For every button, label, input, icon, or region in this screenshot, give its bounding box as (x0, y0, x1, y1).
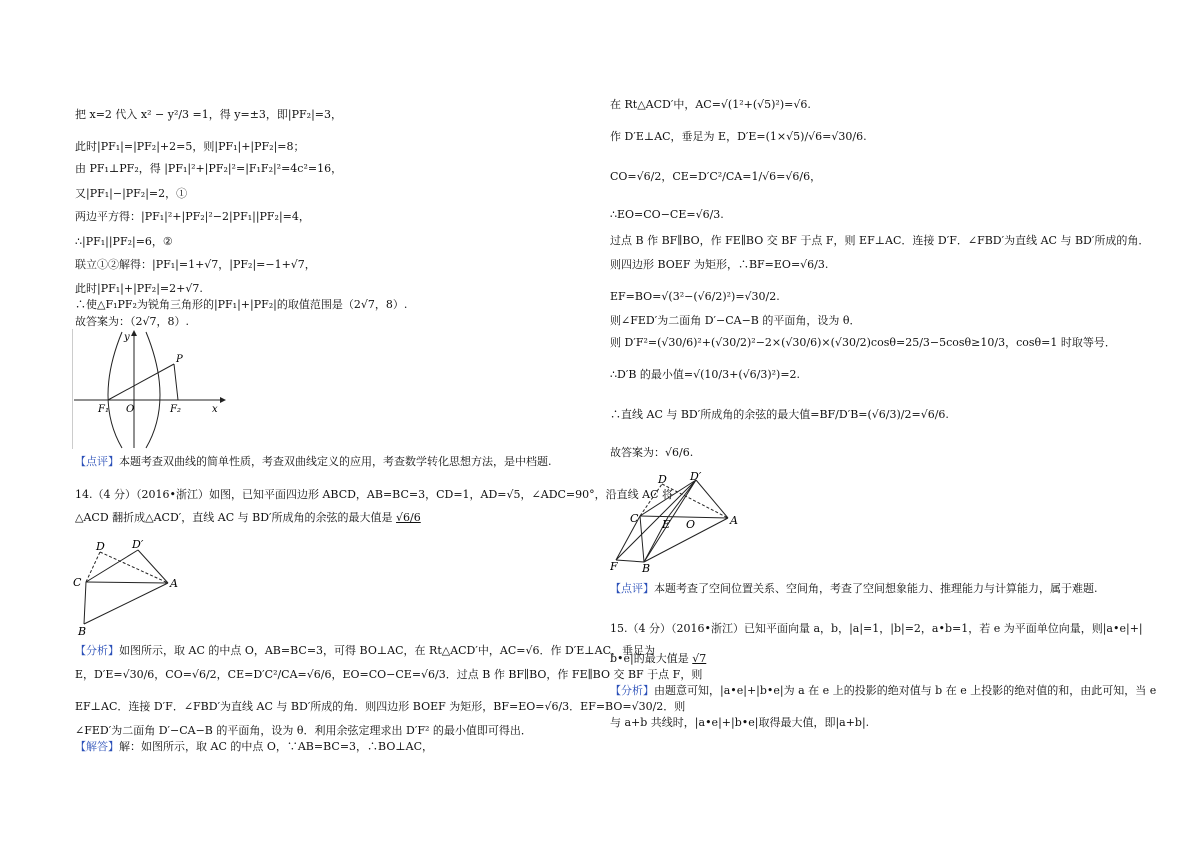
fenxi2-line-2: 与 a+b 共线时，|a•e|+|b•e|取得最大值，即|a+b|. (610, 716, 870, 729)
label-x: x (212, 404, 218, 415)
hyperbola-figure (72, 328, 232, 450)
dianping-text: 本题考查了空间位置关系、空间角，考查了空间想象能力、推理能力与计算能力，属于难题. (654, 582, 1098, 595)
label-D: D (96, 540, 105, 553)
line-range: ∴使△F₁PF₂为锐角三角形的|PF₁|+|PF₂|的取值范围是（2√7，8）. (75, 298, 408, 311)
r-line-bf: 过点 B 作 BF∥BO，作 FE∥BO 交 BF 于点 F，则 EF⊥AC．连接 D′F．∠FBD′为直线 AC 与 BD′所成的角． (610, 234, 1150, 247)
fenxi-text-1: 如图所示，取 AC 的中点 O，AB=BC=3，可得 BO⊥AC，在 Rt△ACD′中，AC=√6．作 D′E⊥AC，垂足为 (119, 644, 656, 657)
label-B: B (642, 562, 651, 575)
q14-answer: √6/6 (396, 511, 421, 524)
r-line-dbmin: ∴D′B 的最小值=√(10/3+(√6/3)²)=2. (610, 368, 801, 381)
label-F1: F₁ (98, 404, 109, 415)
line-result: 此时|PF₁|+|PF₂|=2+√7. (75, 282, 203, 295)
label-E: E (662, 518, 671, 531)
line-solve: 联立①②解得：|PF₁|=1+√7，|PF₂|=−1+√7， (75, 258, 316, 271)
line-perp: 由 PF₁⊥PF₂，得 |PF₁|²+|PF₂|²=|F₁F₂|²=4c²=16， (75, 162, 343, 175)
label-Dp: D′ (132, 538, 144, 551)
fenxi-line-4: ∠FED′为二面角 D′−CA−B 的平面角，设为 θ．利用余弦定理求出 D′F² 的最小值即可得出． (75, 724, 532, 737)
r-line-cosmax: ∴直线 AC 与 BD′所成角的余弦的最大值=BF/D′B=(√6/3)/2=√6/6. (610, 408, 949, 421)
fenxi-line-2: E，D′E=√30/6，CO=√6/2，CE=D′C²/CA=√6/6，EO=CO−CE=√6/3．过点 B 作 BF∥BO，作 FE∥BO 交 BF 于点 F，则 (75, 668, 703, 681)
fenxi2-text-1: 由题意可知，|a•e|+|b•e|为 a 在 e 上的投影的绝对值与 b 在 e 上投影的绝对值的和，由此可知，当 e (654, 684, 1157, 697)
label-C: C (630, 512, 639, 525)
line-substitute: 把 x=2 代入 x² − y²/3 =1，得 y=±3，即|PF₂|=3， (75, 108, 342, 121)
r-line-theta: 则∠FED′为二面角 D′−CA−B 的平面角，设为 θ． (610, 314, 861, 327)
dianping-1 (75, 455, 552, 468)
q15-text: b•e|的最大值是 (610, 652, 689, 665)
label-F2: F₂ (170, 404, 181, 415)
jieda-line (75, 740, 433, 753)
fenxi2-line-1 (610, 684, 1156, 697)
r-line-ef: EF=BO=√(3²−(√6/2)²)=√30/2. (610, 290, 780, 303)
line-diff: 又|PF₁|−|PF₂|=2，① (75, 187, 188, 200)
r-line-rect: 则四边形 BOEF 为矩形，∴BF=EO=√6/3. (610, 258, 829, 271)
fenxi-tag: 【分析】 (75, 644, 119, 657)
r-line-eo: ∴EO=CO−CE=√6/3. (610, 208, 724, 221)
label-A: A (730, 514, 738, 527)
fenxi2-tag: 【分析】 (610, 684, 654, 697)
jieda-tag: 【解答】 (75, 740, 119, 753)
line-sum: 此时|PF₁|=|PF₂|+2=5，则|PF₁|+|PF₂|=8； (75, 140, 305, 153)
r-line-df2: 则 D′F²=(√30/6)²+(√30/2)²−2×(√30/6)×(√30/2)cosθ=25/3−5cosθ≥10/3，cosθ=1 时取等号． (610, 336, 1116, 349)
label-A: A (170, 577, 178, 590)
fenxi-line-3: EF⊥AC．连接 D′F．∠FBD′为直线 AC 与 BD′所成的角．则四边形 BOEF 为矩形，BF=EO=√6/3．EF=BO=√30/2．则 (75, 700, 686, 713)
dianping-tag: 【点评】 (610, 582, 654, 595)
q15-answer: √7 (692, 652, 707, 665)
label-O: O (686, 518, 696, 531)
q14-line-2 (75, 511, 421, 524)
label-P: P (176, 354, 183, 365)
label-Dp: D′ (690, 472, 702, 483)
q15-line-2 (610, 652, 706, 665)
label-y: y (124, 332, 130, 343)
label-O: O (126, 404, 135, 415)
label-B: B (78, 625, 87, 636)
q14-text: △ACD 翻折成△ACD′，直线 AC 与 BD′所成角的余弦的最大值是 (75, 511, 393, 524)
dianping-2 (610, 582, 1098, 595)
label-F: F (610, 560, 618, 573)
fenxi-line-1 (75, 644, 655, 657)
label-C: C (73, 576, 82, 589)
r-line-co: CO=√6/2，CE=D′C²/CA=1/√6=√6/6， (610, 170, 822, 183)
q14-figure (72, 536, 182, 636)
line-answer: 故答案为：（2√7，8）. (75, 315, 190, 328)
dianping-tag: 【点评】 (75, 455, 119, 468)
r-line-ac: 在 Rt△ACD′中，AC=√(1²+(√5)²)=√6. (610, 98, 811, 111)
dianping-text: 本题考查双曲线的简单性质，考查双曲线定义的应用，考查数学转化思想方法，是中档题. (119, 455, 552, 468)
q15-line-1: 15.（4 分）（2016•浙江）已知平面向量 a，b，|a|=1，|b|=2，a•b=1，若 e 为平面单位向量，则|a•e|+| (610, 622, 1143, 635)
line-product: ∴|PF₁||PF₂|=6，② (75, 235, 173, 248)
label-D: D (658, 473, 667, 486)
r-line-answer: 故答案为：√6/6. (610, 446, 694, 459)
line-square: 两边平方得：|PF₁|²+|PF₂|²−2|PF₁||PF₂|=4， (75, 210, 310, 223)
q14-line-1: 14.（4 分）（2016•浙江）如图，已知平面四边形 ABCD，AB=BC=3，CD=1，AD=√5，∠ADC=90°，沿直线 AC 将 (75, 488, 673, 501)
fold-figure (610, 472, 740, 576)
r-line-de: 作 D′E⊥AC，垂足为 E，D′E=(1×√5)/√6=√30/6. (610, 130, 867, 143)
jieda-text: 解：如图所示，取 AC 的中点 O，∵AB=BC=3，∴BO⊥AC， (119, 740, 434, 753)
